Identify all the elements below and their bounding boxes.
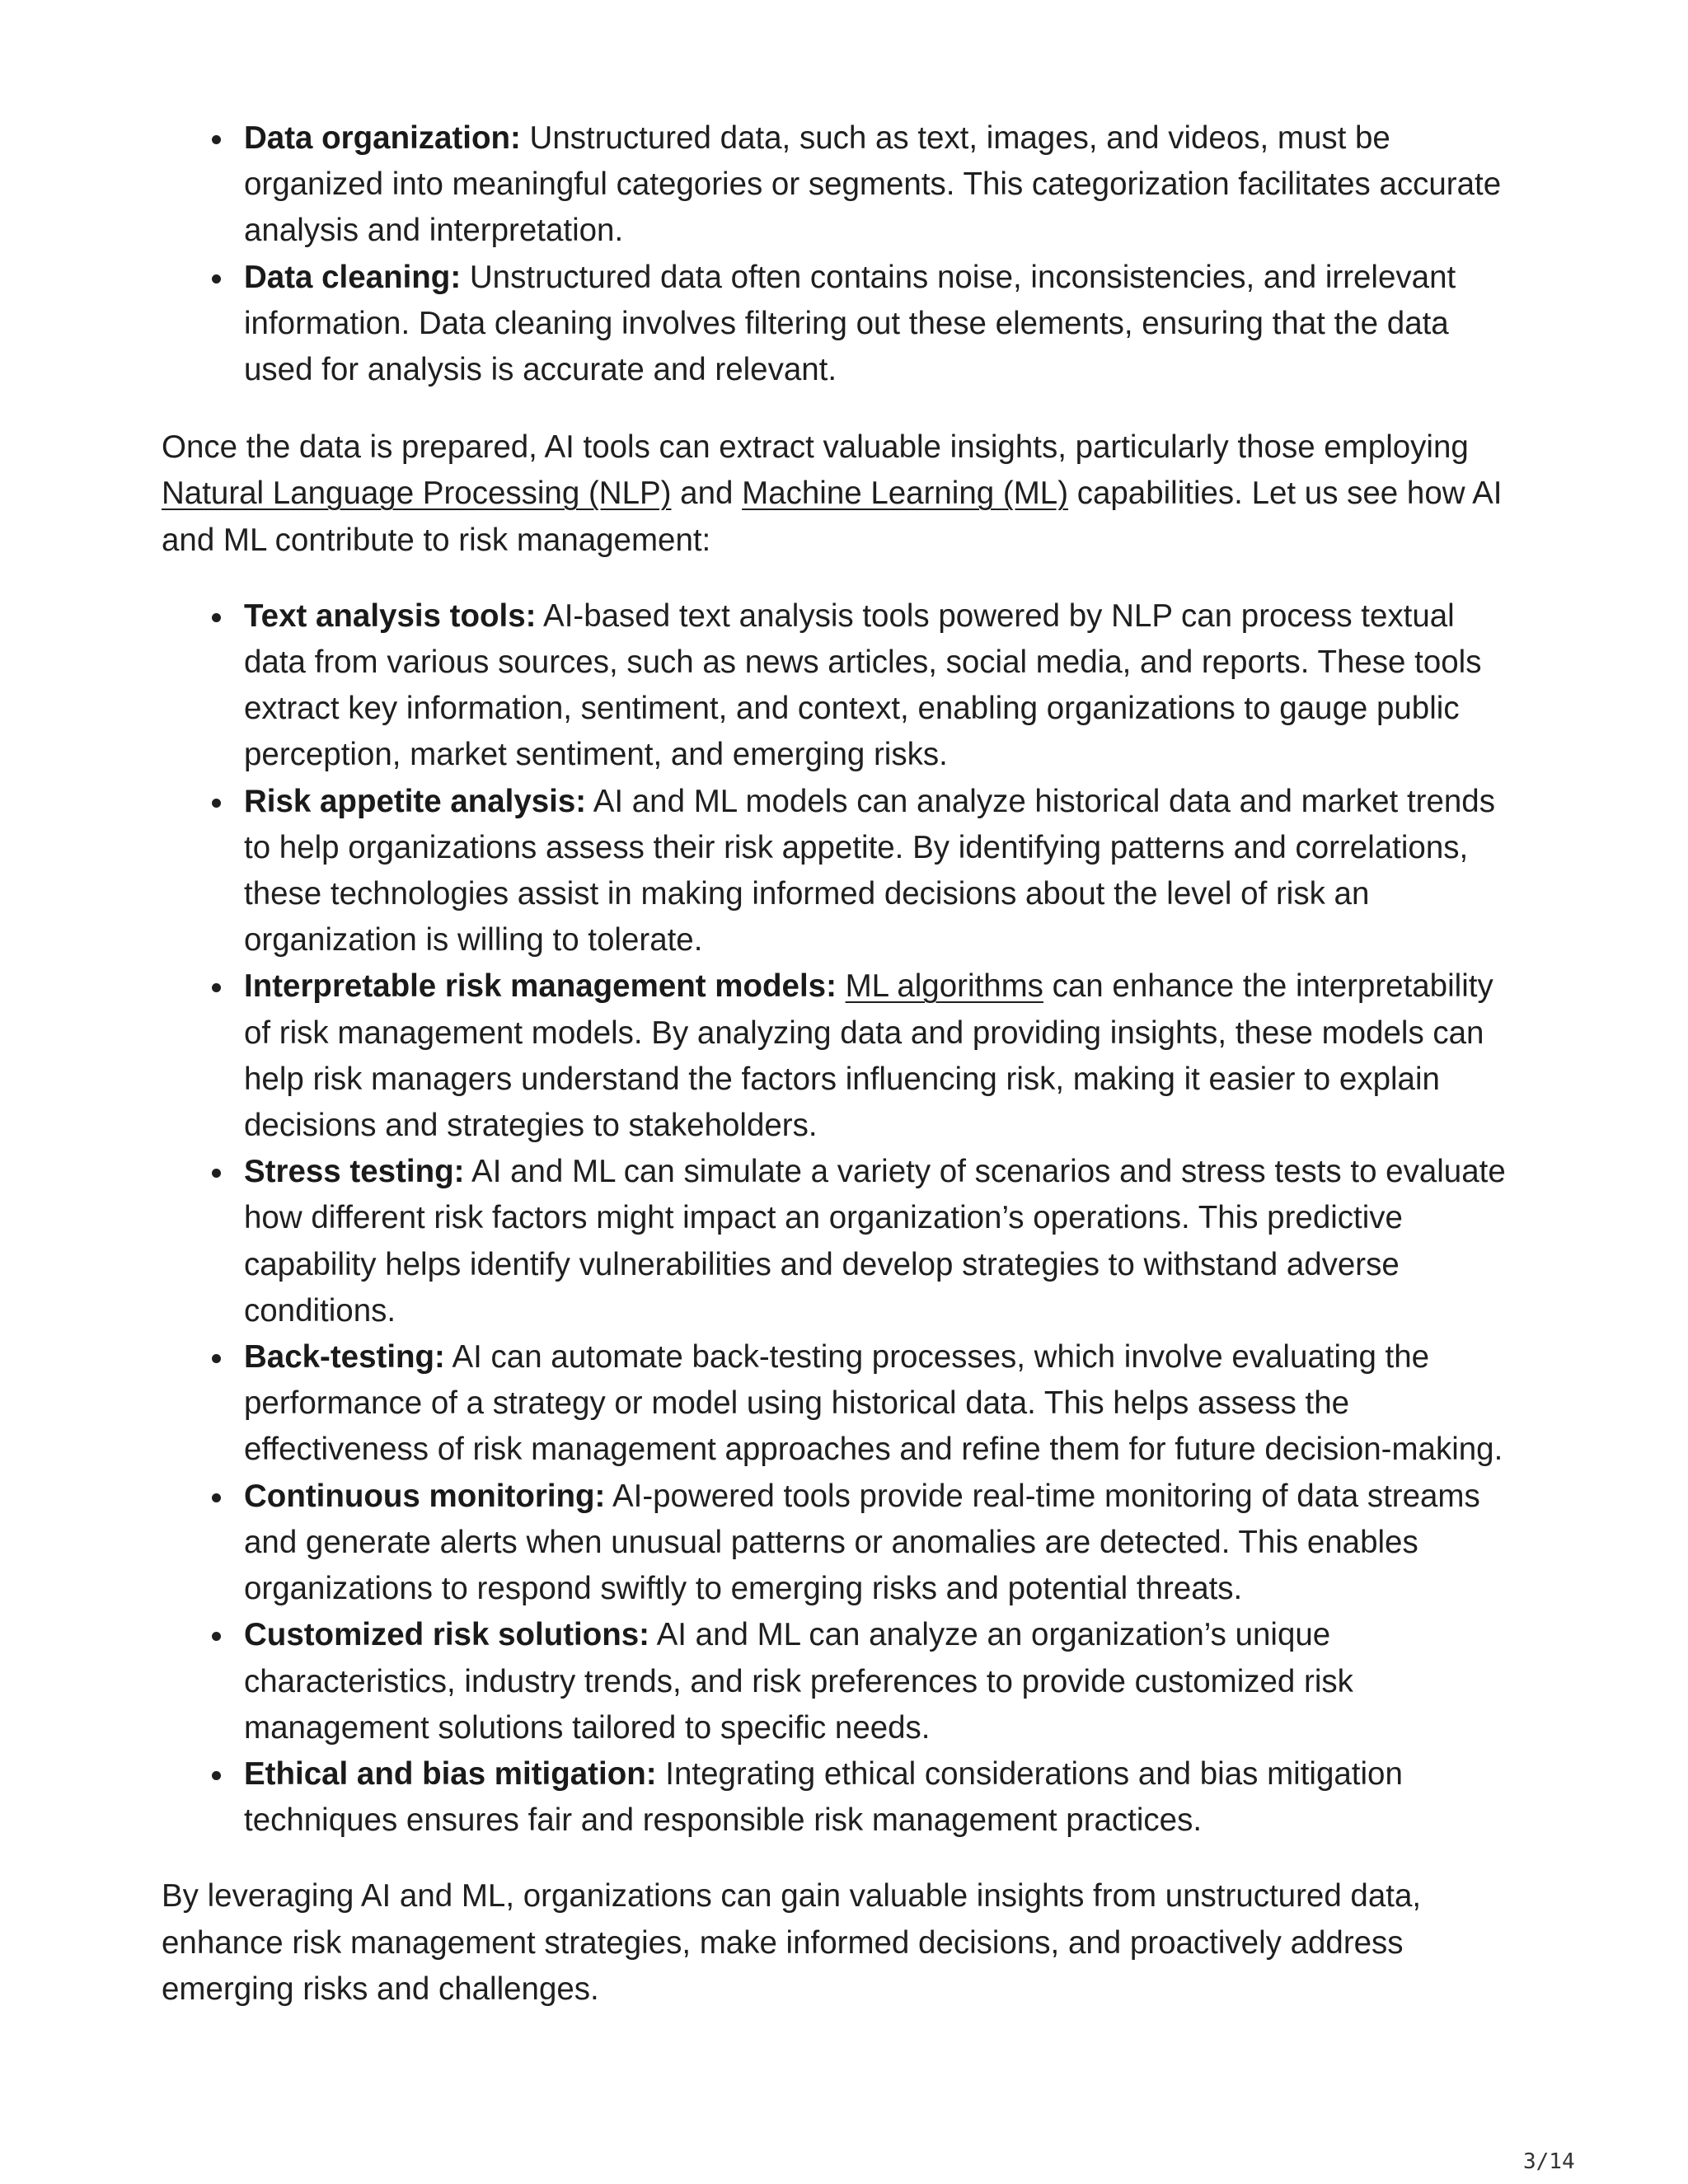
list-item-text: AI and ML can simulate a variety of scenarios and stress tests to evaluate how different risk factors might impact an organization’s operations. This predictive capability helps identify vulnerabilities and develop strategies to withstand adverse conditions. [244,1154,1506,1329]
list-item-text: Unstructured data, such as text, images, and videos, must be organized into meaningful categories or segments. This categorization facilitates accurate analysis and interpretation. [244,120,1502,249]
ai-ml-contributions-list [162,593,1513,1844]
list-item-term: Data cleaning: [244,259,462,295]
list-item [244,1474,1513,1613]
list-item [244,1751,1513,1844]
list-item-term: Customized risk solutions: [244,1617,650,1653]
list-item [244,963,1513,1149]
list-item [244,255,1513,394]
list-item-term: Data organization: [244,120,521,156]
list-item-text: AI and ML models can analyze historical data and market trends to help organizations assess their risk appetite. By identifying patterns and correlations, these technologies assist in making informed decisions about the level of risk an organization is willing to tolerate. [244,783,1495,958]
data-preparation-list [162,115,1513,393]
page-number: 3/14 [1523,2149,1575,2174]
list-item-term: Ethical and bias mitigation: [244,1755,657,1792]
list-item [244,593,1513,779]
ml-algorithms-link[interactable]: ML algorithms [845,968,1043,1005]
paragraph-text: capabilities. Let us see how AI and ML contribute to risk management: [162,476,1503,558]
paragraph-text: Once the data is prepared, AI tools can extract valuable insights, particularly those employing [162,429,1469,466]
list-item [244,115,1513,255]
ml-link[interactable]: Machine Learning (ML) [742,476,1069,512]
list-item-text: Unstructured data often contains noise, inconsistencies, and irrelevant information. Data cleaning involves filtering out these elements, ensuring that the data used for analysis is accurate and relevant. [244,259,1456,388]
conclusion-paragraph: By leveraging AI and ML, organizations can gain valuable insights from unstructured data, enhance risk management strategies, make informed decisions, and proactively address emerging risks and challenges. [162,1878,1422,2007]
list-item-text: AI-based text analysis tools powered by NLP can process textual data from various sources, such as news articles, social media, and reports. These tools extract key information, sentiment, and context, enabling organizations to gauge public perception, market sentiment, and emerging risks. [244,598,1482,773]
nlp-link[interactable]: Natural Language Processing (NLP) [162,476,672,512]
paragraph-text: and [671,476,743,512]
list-item [244,1149,1513,1334]
list-item-term: Continuous monitoring: [244,1478,606,1514]
list-item [244,1612,1513,1751]
list-item-text: AI and ML can analyze an organization’s unique characteristics, industry trends, and risk preferences to provide customized risk management solutions tailored to specific needs. [244,1617,1353,1746]
list-item-text: AI can automate back-testing processes, which involve evaluating the performance of a strategy or model using historical data. This helps assess the effectiveness of risk management approaches and refine them for future decision-making. [244,1339,1503,1468]
list-item-text: Integrating ethical considerations and bias mitigation techniques ensures fair and responsible risk management practices. [244,1755,1403,1839]
list-item-term: Risk appetite analysis: [244,783,587,819]
list-item-term: Interpretable risk management models: [244,968,837,1005]
list-item-text: AI-powered tools provide real-time monitoring of data streams and generate alerts when unusual patterns or anomalies are detected. This enables organizations to respond swiftly to emerging risks and potential threats. [244,1478,1480,1607]
intro-paragraph [162,424,1513,564]
list-item-term: Stress testing: [244,1154,465,1190]
list-item [244,779,1513,964]
list-item-term: Text analysis tools: [244,598,537,634]
document-body [162,115,1513,2013]
list-item-text: can enhance the interpretability of risk management models. By analyzing data and providing insights, these models can help risk managers understand the factors influencing risk, making it easier to explain decisions and strategies to stakeholders. [244,968,1493,1144]
list-item [244,1334,1513,1474]
list-item-term: Back-testing: [244,1339,445,1376]
